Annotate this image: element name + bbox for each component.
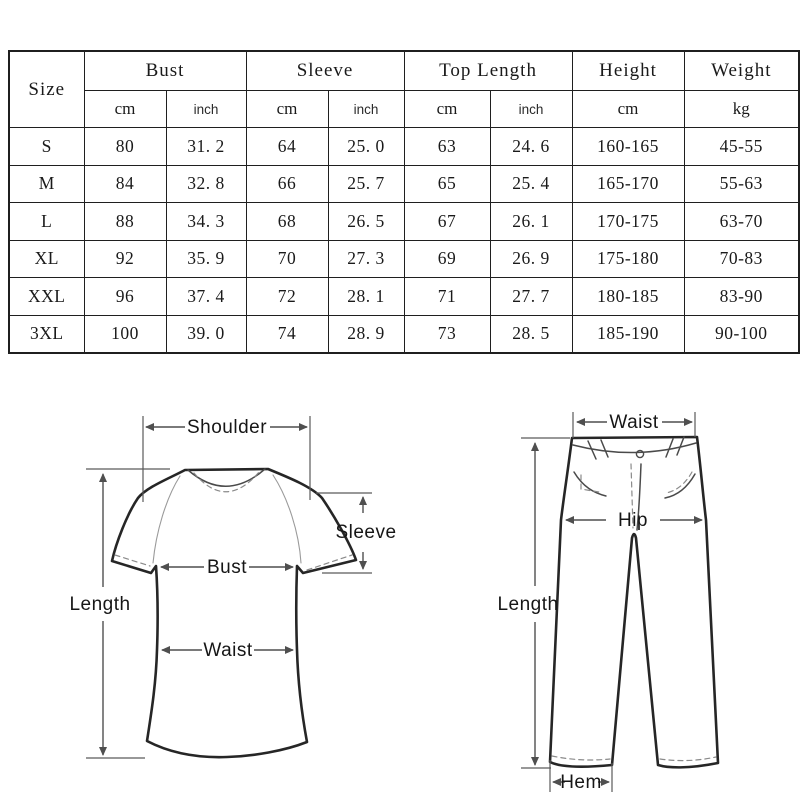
table-cell: 27. 7 <box>490 278 572 316</box>
table-cell: 25. 4 <box>490 165 572 203</box>
pants-pocket-right-seam <box>666 472 692 493</box>
table-cell: 80 <box>84 128 166 166</box>
size-cell: L <box>9 203 84 241</box>
table-cell: 45-55 <box>684 128 799 166</box>
table-cell: 90-100 <box>684 315 799 353</box>
tshirt-right-sleeve-seam <box>273 475 301 563</box>
table-cell: 28. 1 <box>328 278 404 316</box>
table-cell: 63-70 <box>684 203 799 241</box>
tshirt-outline <box>112 469 356 757</box>
table-cell: 70 <box>246 240 328 278</box>
table-cell: 70-83 <box>684 240 799 278</box>
pants-hip-label: Hip <box>617 510 649 531</box>
table-cell: 175-180 <box>572 240 684 278</box>
table-cell: 68 <box>246 203 328 241</box>
table-cell: 64 <box>246 128 328 166</box>
table-cell: 28. 9 <box>328 315 404 353</box>
unit-bust-cm: cm <box>84 91 166 128</box>
table-cell: 73 <box>404 315 490 353</box>
size-cell: XXL <box>9 278 84 316</box>
col-header-bust: Bust <box>84 51 246 91</box>
pants-hem-seam-right <box>660 757 716 761</box>
table-cell: 31. 2 <box>166 128 246 166</box>
table-cell: 27. 3 <box>328 240 404 278</box>
table-cell: 185-190 <box>572 315 684 353</box>
table-cell: 83-90 <box>684 278 799 316</box>
table-cell: 74 <box>246 315 328 353</box>
table-cell: 69 <box>404 240 490 278</box>
col-header-sleeve: Sleeve <box>246 51 404 91</box>
pants-length-label: Length <box>497 594 559 615</box>
table-row <box>9 128 799 166</box>
size-chart-table <box>8 50 800 354</box>
table-row <box>9 165 799 203</box>
col-header-weight: Weight <box>684 51 799 91</box>
size-cell: S <box>9 128 84 166</box>
shirt-sleeve-label: Sleeve <box>335 522 397 543</box>
table-cell: 39. 0 <box>166 315 246 353</box>
col-header-height: Height <box>572 51 684 91</box>
pants-diagram <box>497 412 718 793</box>
table-cell: 72 <box>246 278 328 316</box>
table-cell: 88 <box>84 203 166 241</box>
unit-weight-kg: kg <box>684 91 799 128</box>
tshirt-diagram <box>69 416 396 758</box>
table-row <box>9 278 799 316</box>
table-cell: 25. 0 <box>328 128 404 166</box>
table-cell: 26. 9 <box>490 240 572 278</box>
shirt-shoulder-label: Shoulder <box>186 417 268 438</box>
tshirt-collar-front <box>188 469 265 486</box>
table-cell: 180-185 <box>572 278 684 316</box>
table-cell: 25. 7 <box>328 165 404 203</box>
table-cell: 160-165 <box>572 128 684 166</box>
table-cell: 170-175 <box>572 203 684 241</box>
unit-sleeve-inch: inch <box>328 91 404 128</box>
unit-sleeve-cm: cm <box>246 91 328 128</box>
pants-pocket-left <box>574 472 606 496</box>
tshirt-left-sleeve-seam <box>153 476 180 563</box>
table-row <box>9 240 799 278</box>
table-cell: 100 <box>84 315 166 353</box>
table-cell: 67 <box>404 203 490 241</box>
table-cell: 26. 5 <box>328 203 404 241</box>
table-row <box>9 315 799 353</box>
table-cell: 32. 8 <box>166 165 246 203</box>
size-cell: 3XL <box>9 315 84 353</box>
table-cell: 96 <box>84 278 166 316</box>
shirt-bust-label: Bust <box>206 557 248 578</box>
tshirt-collar-seam <box>194 472 259 492</box>
pants-hem-seam-left <box>552 756 610 760</box>
measurement-diagrams <box>0 380 800 800</box>
table-cell: 84 <box>84 165 166 203</box>
pants-hem-label: Hem <box>560 772 602 793</box>
table-cell: 71 <box>404 278 490 316</box>
table-cell: 24. 6 <box>490 128 572 166</box>
unit-height-cm: cm <box>572 91 684 128</box>
size-cell: M <box>9 165 84 203</box>
pants-waist-label: Waist <box>609 412 659 433</box>
col-header-size: Size <box>9 51 84 128</box>
col-header-top-length: Top Length <box>404 51 572 91</box>
table-cell: 165-170 <box>572 165 684 203</box>
shirt-length-label: Length <box>69 594 131 615</box>
table-cell: 26. 1 <box>490 203 572 241</box>
size-cell: XL <box>9 240 84 278</box>
table-row <box>9 203 799 241</box>
table-cell: 65 <box>404 165 490 203</box>
table-cell: 63 <box>404 128 490 166</box>
unit-bust-inch: inch <box>166 91 246 128</box>
pants-button <box>636 450 643 457</box>
table-cell: 37. 4 <box>166 278 246 316</box>
unit-top-length-inch: inch <box>490 91 572 128</box>
pants-outline <box>550 437 718 767</box>
table-cell: 66 <box>246 165 328 203</box>
table-cell: 34. 3 <box>166 203 246 241</box>
unit-top-length-cm: cm <box>404 91 490 128</box>
table-cell: 35. 9 <box>166 240 246 278</box>
table-cell: 92 <box>84 240 166 278</box>
table-cell: 55-63 <box>684 165 799 203</box>
shirt-waist-label: Waist <box>203 640 253 661</box>
table-cell: 28. 5 <box>490 315 572 353</box>
